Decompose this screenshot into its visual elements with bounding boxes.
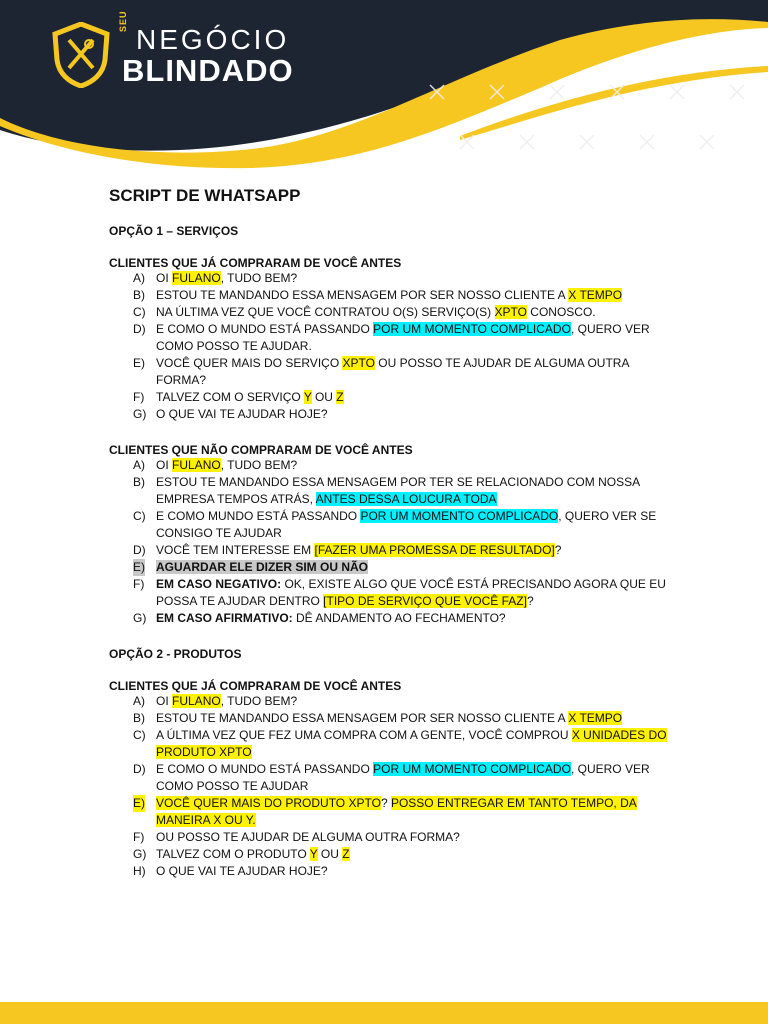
list-item: G) TALVEZ COM O PRODUTO Y OU Z	[133, 847, 350, 861]
list-item: E) VOCÊ QUER MAIS DO SERVIÇO XPTO OU POSSO TE AJUDAR DE ALGUMA OUTRA FORMA?	[133, 356, 629, 387]
list-item: F) OU POSSO TE AJUDAR DE ALGUMA OUTRA FORMA?	[133, 830, 460, 844]
document-body	[109, 186, 669, 880]
option1-groupA-list	[109, 270, 669, 423]
option1-groupB-list	[109, 457, 669, 627]
list-item: E) VOCÊ QUER MAIS DO PRODUTO XPTO? POSSO ENTREGAR EM TANTO TEMPO, DA MANEIRA X OU Y.	[133, 796, 637, 827]
list-item: C) E COMO MUNDO ESTÁ PASSANDO POR UM MOMENTO COMPLICADO, QUERO VER SE CONSIGO TE AJUDAR	[133, 509, 657, 540]
list-item: F) TALVEZ COM O SERVIÇO Y OU Z	[133, 390, 344, 404]
list-item: B) ESTOU TE MANDANDO ESSA MENSAGEM POR SER NOSSO CLIENTE A X TEMPO	[133, 288, 623, 302]
option2-groupA-list	[109, 693, 669, 880]
list-item: A) OI FULANO, TUDO BEM?	[133, 694, 298, 708]
list-item: F) EM CASO NEGATIVO: OK, EXISTE ALGO QUE VOCÊ ESTÁ PRECISANDO AGORA QUE EU POSSA TE AJUDAR DENTRO [TIPO DE SERVIÇO QUE VOCÊ FAZ]?	[133, 577, 666, 608]
list-item: B) ESTOU TE MANDANDO ESSA MENSAGEM POR SER NOSSO CLIENTE A X TEMPO	[133, 711, 623, 725]
list-item: D) E COMO O MUNDO ESTÁ PASSANDO POR UM MOMENTO COMPLICADO, QUERO VER COMO POSSO TE AJUDAR	[133, 762, 650, 793]
list-item: G) EM CASO AFIRMATIVO: DÊ ANDAMENTO AO FECHAMENTO?	[133, 611, 506, 625]
list-item: D) VOCÊ TEM INTERESSE EM [FAZER UMA PROMESSA DE RESULTADO]?	[133, 543, 562, 557]
list-item: G) O QUE VAI TE AJUDAR HOJE?	[133, 407, 328, 421]
footer-bar	[0, 1002, 768, 1024]
list-item: E) AGUARDAR ELE DIZER SIM OU NÃO	[133, 560, 369, 574]
list-item: D) E COMO O MUNDO ESTÁ PASSANDO POR UM MOMENTO COMPLICADO, QUERO VER COMO POSSO TE AJUDAR.	[133, 322, 650, 353]
list-item: H) O QUE VAI TE AJUDAR HOJE?	[133, 864, 328, 878]
option1-groupB-heading: CLIENTES QUE NÃO COMPRARAM DE VOCÊ ANTES	[109, 443, 413, 457]
option1-groupA-heading: CLIENTES QUE JÁ COMPRARAM DE VOCÊ ANTES	[109, 256, 402, 270]
brand-line1: NEGÓCIO	[136, 24, 290, 55]
list-item: C) A ÚLTIMA VEZ QUE FEZ UMA COMPRA COM A GENTE, VOCÊ COMPROU X UNIDADES DO PRODUTO XPTO	[133, 728, 667, 759]
page-title: SCRIPT DE WHATSAPP	[109, 186, 301, 205]
option2-groupA-heading: CLIENTES QUE JÁ COMPRARAM DE VOCÊ ANTES	[109, 679, 402, 693]
option2-heading: OPÇÃO 2 - PRODUTOS	[109, 647, 242, 661]
header-banner	[0, 0, 768, 185]
list-item: A) OI FULANO, TUDO BEM?	[133, 271, 298, 285]
list-item: B) ESTOU TE MANDANDO ESSA MENSAGEM POR TER SE RELACIONADO COM NOSSA EMPRESA TEMPOS ATRÁS, ANTES DESSA LOUCURA TODA	[133, 475, 640, 506]
brand-line2: BLINDADO	[122, 53, 294, 88]
option1-heading: OPÇÃO 1 – SERVIÇOS	[109, 224, 239, 238]
list-item: A) OI FULANO, TUDO BEM?	[133, 458, 298, 472]
list-item: C) NA ÚLTIMA VEZ QUE VOCÊ CONTRATOU O(S) SERVIÇO(S) XPTO CONOSCO.	[133, 305, 596, 319]
header-background	[0, 0, 768, 185]
shield-logo-icon	[51, 22, 111, 88]
brand-seu: SEU	[118, 10, 128, 32]
